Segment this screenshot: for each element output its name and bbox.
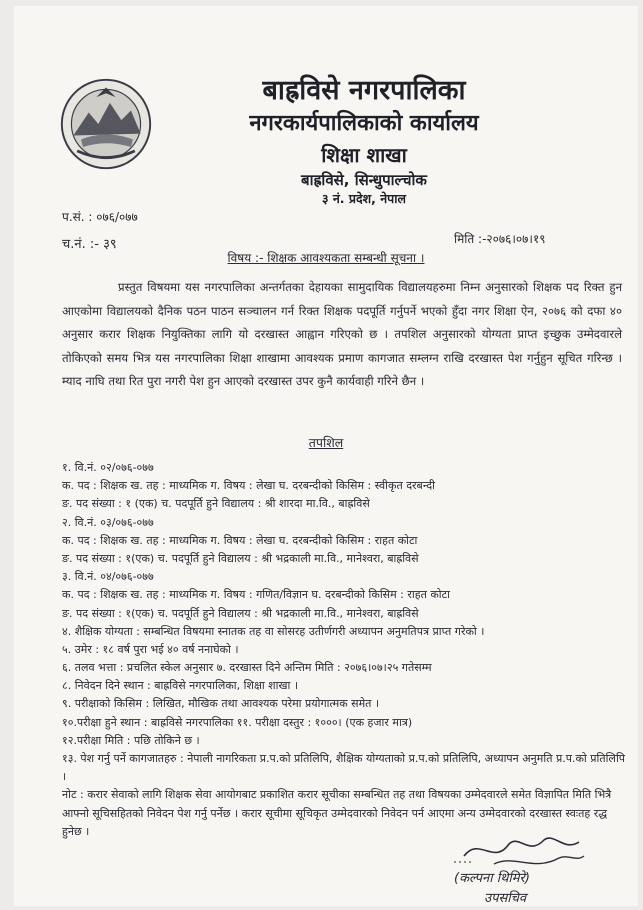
patra-sankhya: प.सं. : ०७६/०७७ <box>62 210 138 224</box>
list-item: १०.परीक्षा हुने स्थान : बाह्रविसे नगरपालिका ११. परीक्षा दस्तुर : १०००। (एक हजार मात्र) <box>62 715 413 729</box>
signatory-designation: उपसचिव <box>484 891 527 906</box>
signatory-name: (कल्पना थिमिरे) <box>454 871 530 886</box>
list-item: ६. तलव भत्ता : प्रचलित स्केल अनुसार ७. दरखास्त दिने अन्तिम मिति : २०७६।०७।२५ गतेसम्म <box>62 661 432 675</box>
address-line: बाह्रविसे, सिन्धुपाल्चोक <box>301 171 427 189</box>
list-item: ४. शैक्षिक योग्यता : सम्बन्धित विषयमा स्नातक तह वा सोसरह उतीर्णगरी अध्यापन अनुमतिपत्र प्राप्त गरेको । <box>62 624 485 638</box>
list-item: ५. उमेर : १८ वर्ष पुरा भई ४० वर्ष ननाघेको । <box>62 642 239 656</box>
subject-text: विषय :- शिक्षक आवश्यकता सम्बन्धी सूचना । <box>227 251 425 265</box>
chalani-number: च.नं. :- ३९ <box>62 237 117 252</box>
branch-title: शिक्षा शाखा <box>321 143 407 167</box>
body-paragraph: प्रस्तुत विषयमा यस नगरपालिका अन्तर्गतका देहायका सामुदायिक विद्यालयहरुमा निम्न अनुसारको शिक्षक पद रिक्त हुन आएकोमा विद्यालयको दैनिक पठन पाठन सञ्चालन गर्न रिक्त शिक्षक पदपूर्ति गर्नुपर्ने भएको हुँदा नगर शिक्षा ऐन, २०७६ को दफा ४० अनुसार करार शिक्षक नियुक्तिका लागि यो दरखास्त आह्वान गरिएको छ । तपशिल अनुसारको योग्यता प्राप्त इच्छुक उम्मेदवारले तोकिएको समय भित्र यस नगरपालिका शिक्षा शाखामा आवश्यक प्रमाण कागजात सम्लग्न राखि दरखास्त पेश गर्नुहुन सूचित गरिन्छ । म्याद नाघि तथा रित पुरा नगरी पेश हुन आएको दरखास्त उपर कुनै कार्यवाही गरिने छैन । <box>62 280 622 389</box>
list-item: क. पद : शिक्षक ख. तह : माध्यमिक ग. विषय : लेखा घ. दरबन्दीको किसिम : स्वीकृत दरबन्दी <box>62 479 435 493</box>
list-item: ङ. पद संख्या : १ (एक) च. पदपूर्ति हुने विद्यालय : श्री शारदा मा.वि., बाह्रविसे <box>62 497 370 511</box>
municipality-title: बाह्रविसे नगरपालिका <box>262 75 466 106</box>
list-item: ङ. पद संख्या : १(एक) च. पदपूर्ति हुने विद्यालय : श्री भद्रकाली मा.वि., मानेश्वरा, बाह्रविसे <box>62 551 419 565</box>
list-item: १. वि.नं. ०२/०७६-०७७ <box>62 461 154 474</box>
list-item: १२.परीक्षा मिति : पछि तोकिने छ । <box>62 733 200 747</box>
office-title: नगरकार्यपालिकाको कार्यालय <box>249 111 479 136</box>
list-item: क. पद : शिक्षक ख. तह : माध्यमिक ग. विषय : गणित/विज्ञान घ. दरबन्दीको किसिम : राहत कोटा <box>62 588 451 602</box>
list-item: क. पद : शिक्षक ख. तह : माध्यमिक ग. विषय : लेखा घ. दरबन्दीको किसिम : राहत कोटा <box>62 533 418 547</box>
subject-line <box>14 249 638 266</box>
note-item: नोट : करार सेवाको लागि शिक्षक सेवा आयोगबाट प्रकाशित करार सूचीका सम्बन्धित तह तथा विषयका उम्मेदवारले समेत विज्ञापित मिति भित्रै आफ्नो सूचिसहितको निवेदन पेश गर्नु पर्नेछ । करार सूचीमा सूचिकृत उम्मेदवारको निवेदन पर्न आएमा अन्य उम्मेदवारको दरखास्त स्वःतह रद्ध हुनेछ । <box>62 788 612 838</box>
list-item: ३. वि.नं. ०४/०७६-०७७ <box>62 570 154 584</box>
details-list <box>62 459 630 841</box>
list-item: १३. पेश गर्नु पर्ने कागजातहरु : नेपाली नागरिकता प्र.प.को प्रतिलिपि, शैक्षिक योग्यताको प्र.प.को प्रतिलिपि, अध्यापन अनुमति प्र.प.को प्रतिलिपि । <box>62 752 626 784</box>
province-line: ३ नं. प्रदेश, नेपाल <box>322 191 406 206</box>
list-item: २. वि.नं. ०३/०७६-०७७ <box>62 515 154 529</box>
notice-page <box>14 6 638 906</box>
tapsil-heading: तपशिल <box>308 435 344 450</box>
list-item: ८. निवेदन दिने स्थान : बाह्रविसे नगरपालिका, शिक्षा शाखा । <box>62 679 299 693</box>
list-item: ९. परीक्षाको किसिम : लिखित, मौखिक तथा आवश्यक परेमा प्रयोगात्मक समेत । <box>62 697 380 711</box>
notice-body <box>62 276 622 394</box>
list-item: ङ. पद संख्या : १(एक) च. पदपूर्ति हुने विद्यालय : श्री भद्रकाली मा.वि., मानेश्वरा, बाह्रविसे <box>62 606 419 620</box>
notice-date: मिति :-२०७६।०७।१९ <box>454 232 546 246</box>
nepal-emblem-logo <box>58 76 154 172</box>
